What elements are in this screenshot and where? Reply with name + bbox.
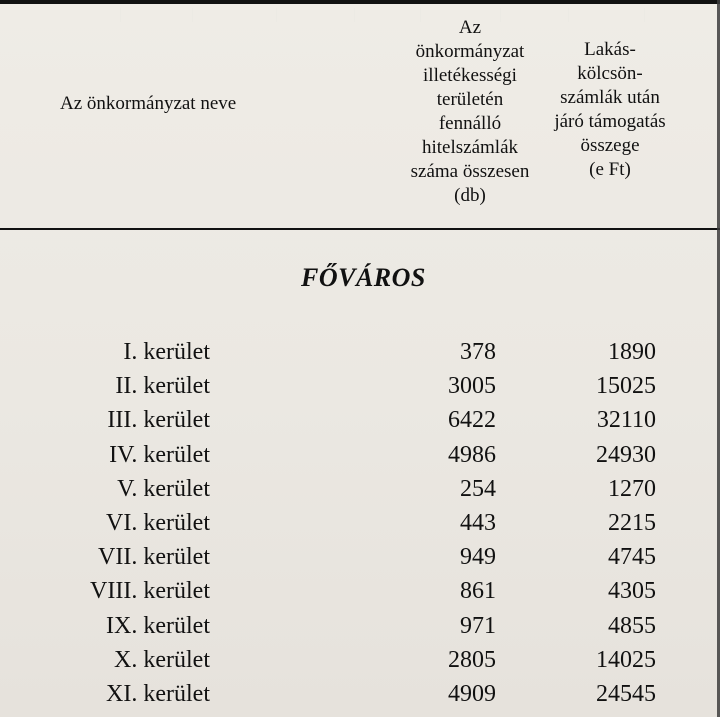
support-amount: 24545 — [596, 680, 656, 707]
bleed-through-divider — [192, 8, 193, 22]
account-count: 861 — [460, 578, 496, 605]
account-count: 378 — [460, 339, 496, 365]
column-header-account-count: Az önkormányzat illetékességi területén fennálló hitelszámlák száma összesen (db) — [410, 17, 530, 206]
account-count: 4909 — [448, 680, 496, 707]
column-header-name: Az önkormányzat neve — [60, 93, 237, 114]
bleed-through-header-row — [0, 4, 720, 22]
account-count: 2805 — [448, 646, 496, 673]
support-amount: 4305 — [608, 578, 656, 605]
bleed-through-divider — [568, 8, 569, 22]
district-name: III. kerület — [107, 407, 210, 434]
district-name: IX. kerület — [106, 612, 210, 639]
account-count: 949 — [460, 544, 496, 571]
account-count: 254 — [460, 475, 496, 502]
table-row — [0, 440, 720, 474]
account-count: 443 — [460, 509, 496, 536]
support-amount: 1270 — [608, 475, 656, 502]
support-amount: 1890 — [608, 339, 656, 365]
account-count: 4986 — [448, 441, 496, 468]
account-count: 3005 — [448, 373, 496, 400]
data-table — [0, 337, 720, 713]
support-amount: 24930 — [596, 441, 656, 468]
account-count: 971 — [460, 612, 496, 639]
section-title: FŐVÁROS — [301, 263, 426, 292]
support-amount: 32110 — [596, 407, 656, 434]
table-row — [0, 611, 720, 645]
support-amount: 15025 — [596, 373, 656, 400]
district-name: V. kerület — [117, 475, 210, 502]
table-row — [0, 337, 720, 371]
district-name: X. kerület — [114, 646, 210, 673]
support-amount: 2215 — [608, 509, 656, 536]
support-amount: 4855 — [608, 612, 656, 639]
district-name: II. kerület — [115, 373, 210, 400]
bleed-through-divider — [276, 8, 277, 22]
column-header-support-amount: Lakás- kölcsön- számlák után járó támogatás összege (e Ft) — [554, 39, 666, 180]
district-name: VII. kerület — [98, 544, 210, 571]
support-amount: 14025 — [596, 646, 656, 673]
table-row — [0, 405, 720, 439]
district-name: VI. kerület — [106, 509, 210, 536]
bleed-through-divider — [120, 8, 121, 22]
district-name: XI. kerület — [106, 680, 210, 707]
table-row — [0, 576, 720, 610]
table-row — [0, 679, 720, 713]
table-row — [0, 645, 720, 679]
header-divider — [0, 228, 720, 230]
table-row — [0, 542, 720, 576]
table-row — [0, 474, 720, 508]
bleed-through-divider — [644, 8, 645, 22]
district-name: VIII. kerület — [90, 578, 210, 605]
district-name: I. kerület — [123, 339, 210, 365]
account-count: 6422 — [448, 407, 496, 434]
table-row — [0, 508, 720, 542]
support-amount: 4745 — [608, 544, 656, 571]
bleed-through-divider — [354, 8, 355, 22]
district-name: IV. kerület — [109, 441, 210, 468]
table-row — [0, 371, 720, 405]
